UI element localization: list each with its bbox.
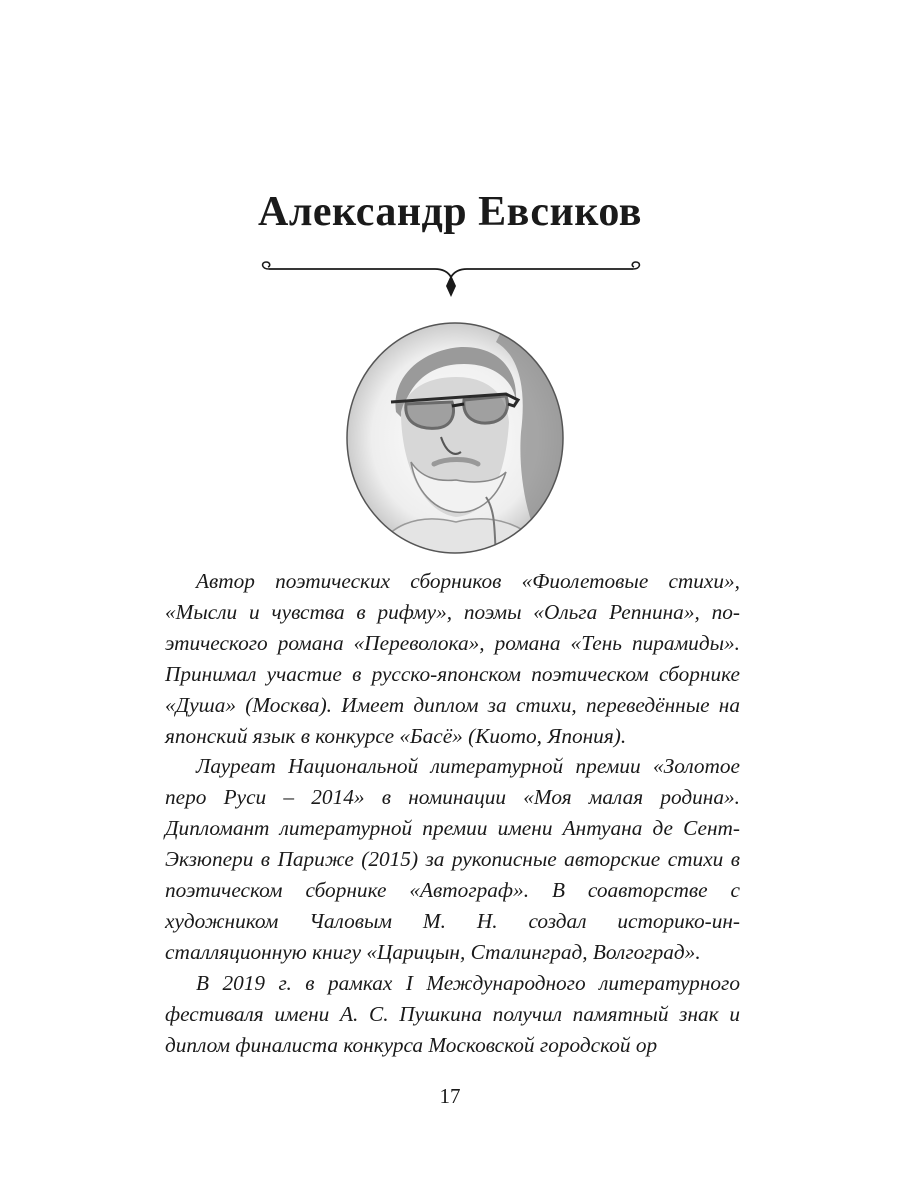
bio-paragraph: Лауреат Национальной литературной премии «Золотое перо Руси – 2014» в номинации «Моя малая родина». Дипломант литературной премии имени Антуана де Сент-Экзюпери в Париже (2015) за рукописные авторские стихи в поэтическом сборнике «Автограф». В соавторстве с художником Чаловым М. Н. создал историко-инсталляционную книгу «Царицын, Сталинград, Волгоград». [165,754,740,964]
author-biography [165,566,740,1061]
page-number: 17 [439,1084,461,1108]
author-name: Александр Евсиков [258,189,642,235]
divider-ornament-icon [255,258,647,298]
bio-paragraph: Автор поэтических сборников «Фиолетовые стихи», «Мысли и чувства в рифму», поэмы «Ольга Репнина», поэтического романа «Переволока», романа «Тень пирамиды». Принимал участие в русско-японском поэтическом сборнике «Душа» (Москва). Имеет диплом за стихи, переведённые на японский язык в конкурсе «Басё» (Киото, Япония). [165,569,740,748]
author-portrait [346,322,564,554]
bio-paragraph: В 2019 г. в рамках I Международного литературного фестиваля имени А. С. Пушкина получил памятный знак и диплом финалиста конкурса Московской городской ор [165,970,740,1057]
